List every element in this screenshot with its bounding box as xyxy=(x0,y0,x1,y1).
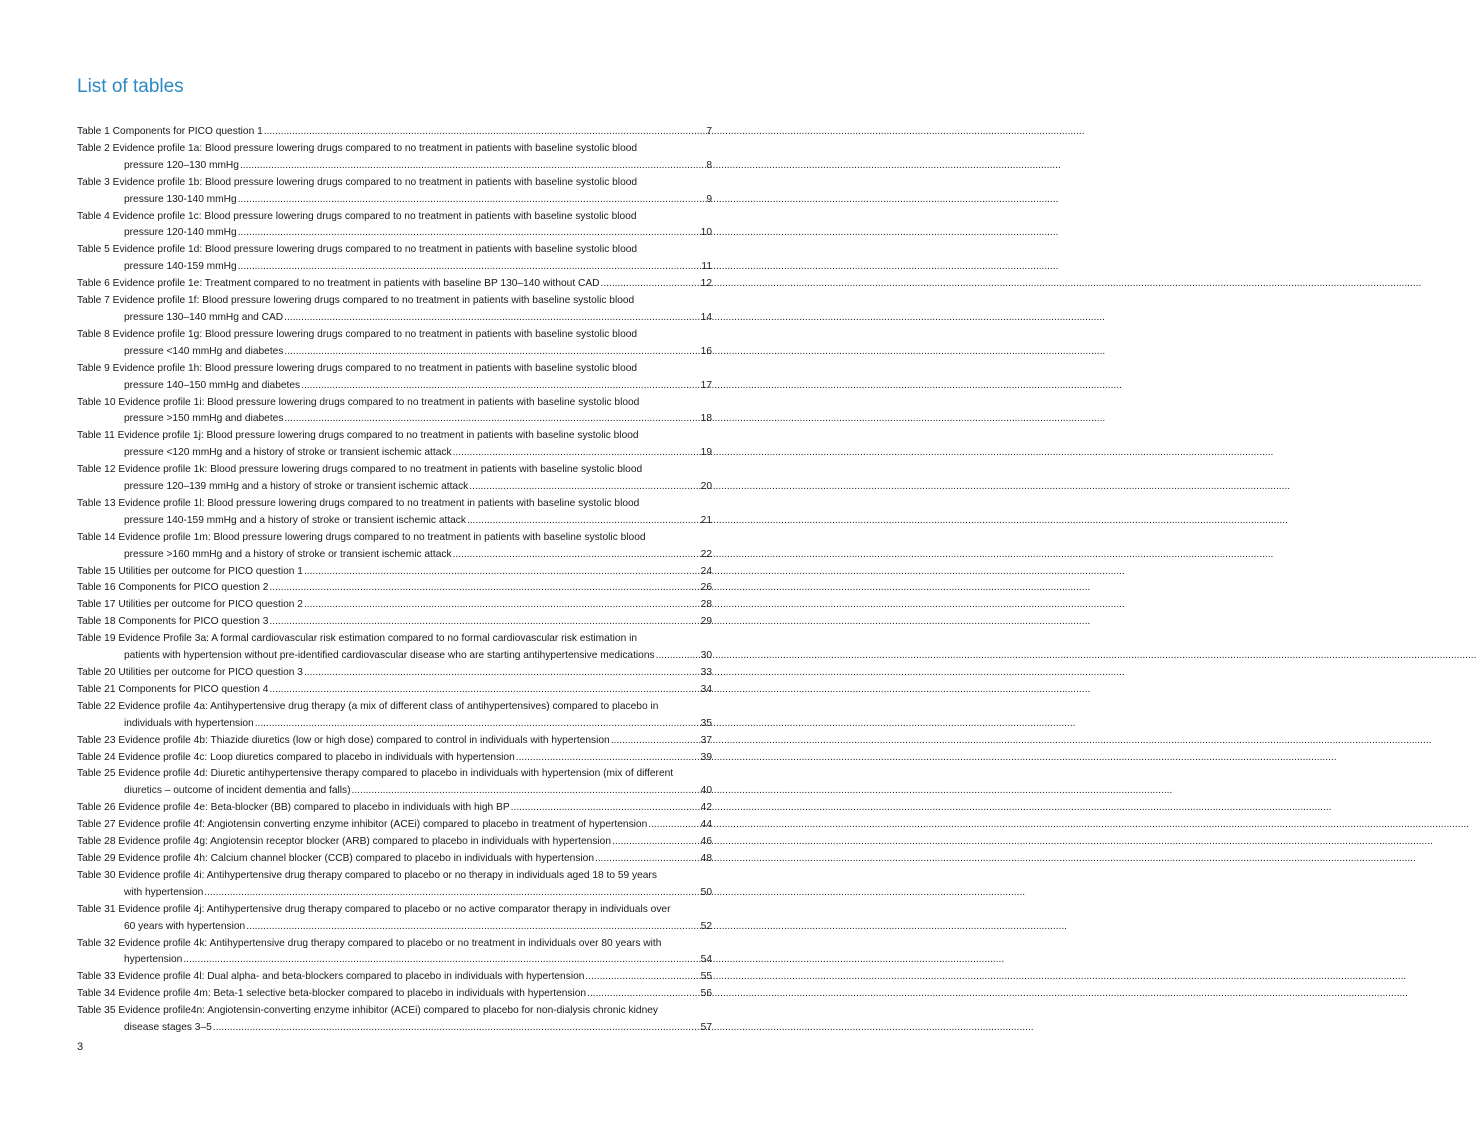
dot-leader xyxy=(269,682,699,699)
toc-entry-line xyxy=(77,750,712,767)
toc-entry[interactable] xyxy=(77,614,712,631)
toc-entry-line xyxy=(77,209,712,226)
toc-entry-line xyxy=(77,124,712,141)
toc-entry-text: Table 2 Evidence profile 1a: Blood pressure lowering drugs compared to no treatment in patients with baseline systolic blood xyxy=(77,142,638,154)
toc-entry-line xyxy=(77,733,712,750)
toc-page-number: 16 xyxy=(700,345,712,357)
toc-entry-text: Table 15 Utilities per outcome for PICO question 1 xyxy=(77,565,303,577)
dot-leader xyxy=(656,648,700,665)
toc-entry-text: Table 5 Evidence profile 1d: Blood pressure lowering drugs compared to no treatment in patients with baseline systolic blood xyxy=(77,244,638,256)
toc-entry-continuation xyxy=(77,310,712,327)
toc-entry-text: Table 9 Evidence profile 1h: Blood pressure lowering drugs compared to no treatment in patients with baseline systolic blood xyxy=(77,362,638,374)
toc-entry-line xyxy=(77,597,712,614)
toc-entry-text: Table 11 Evidence profile 1j: Blood pressure lowering drugs compared to no treatment in patients with baseline systolic blood xyxy=(77,430,639,442)
dot-leader xyxy=(585,969,699,986)
toc-entry-text: individuals with hypertension xyxy=(124,717,254,729)
toc-entry-text: Table 18 Components for PICO question 3 xyxy=(77,616,269,628)
toc-entry-line xyxy=(77,614,712,631)
toc-entry[interactable] xyxy=(77,699,712,733)
toc-entry-text: Table 1 Components for PICO question 1 xyxy=(77,126,263,137)
dot-leader xyxy=(240,158,705,175)
toc-page-number: 46 xyxy=(700,836,712,848)
toc-entry-line xyxy=(77,428,712,445)
toc-page-number: 14 xyxy=(700,311,712,323)
toc-entry[interactable] xyxy=(77,462,712,496)
toc-page-number: 22 xyxy=(700,548,712,560)
toc-page-number: 56 xyxy=(700,988,712,1000)
toc-page-number: 28 xyxy=(700,599,712,611)
dot-leader xyxy=(284,310,700,327)
toc-entry[interactable] xyxy=(77,175,712,209)
dot-leader xyxy=(183,952,699,969)
toc-entry-text: Table 6 Evidence profile 1e: Treatment compared to no treatment in patients with baseline BP 130–140 without CAD xyxy=(77,278,600,290)
toc-entry[interactable] xyxy=(77,564,712,581)
toc-page-number: 19 xyxy=(700,447,712,459)
toc-entry-text: Table 23 Evidence profile 4b: Thiazide diuretics (low or high dose) compared to control in individuals with hypertension xyxy=(77,734,610,746)
toc-entry-line xyxy=(77,986,712,1003)
dot-leader xyxy=(238,259,701,276)
toc-entry[interactable] xyxy=(77,530,712,564)
toc-entry[interactable] xyxy=(77,682,712,699)
toc-page-number: 10 xyxy=(700,227,712,239)
toc-entry-line xyxy=(77,327,712,344)
toc-entry-continuation xyxy=(77,547,712,564)
toc-entry[interactable] xyxy=(77,631,712,665)
toc-page-number: 57 xyxy=(700,1022,712,1034)
toc-entry-line xyxy=(77,936,712,953)
toc-entry-line xyxy=(77,530,712,547)
toc-page-number: 29 xyxy=(700,616,712,628)
toc-entry[interactable] xyxy=(77,327,712,361)
toc-entry[interactable] xyxy=(77,851,712,868)
toc-entry-line xyxy=(77,766,712,783)
toc-entry-continuation xyxy=(77,445,712,462)
toc-page-number: 11 xyxy=(701,261,712,273)
dot-leader xyxy=(453,445,700,462)
toc-entry-text: Table 19 Evidence Profile 3a: A formal cardiovascular risk estimation compared to no formal cardiovascular risk estimation in xyxy=(77,633,637,645)
dot-leader xyxy=(238,192,706,209)
toc-entry-text: Table 20 Utilities per outcome for PICO question 3 xyxy=(77,667,303,678)
toc-entry[interactable] xyxy=(77,817,712,834)
toc-page-number: 20 xyxy=(700,481,712,493)
toc-entry-line xyxy=(77,969,712,986)
toc-entry[interactable] xyxy=(77,496,712,530)
toc-entry-continuation xyxy=(77,783,712,800)
toc-entry-text: Table 7 Evidence profile 1f: Blood pressure lowering drugs compared to no treatment in patients with baseline systolic blood xyxy=(77,295,635,307)
dot-leader xyxy=(352,783,700,800)
toc-entry-continuation xyxy=(77,513,712,530)
dot-leader xyxy=(304,564,700,581)
toc-entry-text: Table 16 Components for PICO question 2 xyxy=(77,582,269,594)
toc-entry-text: Table 27 Evidence profile 4f: Angiotensin converting enzyme inhibitor (ACEi) compared to placebo in treatment of hypertension xyxy=(77,819,648,831)
toc-page-number: 9 xyxy=(706,193,712,205)
toc-page-number: 35 xyxy=(700,717,712,729)
toc-entry-text: Table 34 Evidence profile 4m: Beta-1 selective beta-blocker compared to placebo in individuals with hypertension xyxy=(77,988,587,1000)
toc-entry-text: Table 29 Evidence profile 4h: Calcium channel blocker (CCB) compared to placebo in individuals with hypertension xyxy=(77,852,595,864)
toc-page-number: 54 xyxy=(700,954,712,966)
toc-entry-text: pressure 140-159 mmHg and a history of stroke or transient ischemic attack xyxy=(124,514,466,526)
toc-page-number: 8 xyxy=(706,159,712,171)
toc-entry-text: Table 10 Evidence profile 1i: Blood pressure lowering drugs compared to no treatment in patients with baseline systolic blood xyxy=(77,396,640,408)
toc-entry-text: Table 26 Evidence profile 4e: Beta-blocker (BB) compared to placebo in individuals with high BP xyxy=(77,802,510,814)
list-of-tables xyxy=(77,124,712,1037)
toc-entry-text: patients with hypertension without pre-identified cardiovascular disease who are starting antihypertensive medications xyxy=(124,650,655,662)
toc-entry-text: diuretics – outcome of incident dementia and falls) xyxy=(124,785,351,797)
toc-entry-line xyxy=(77,395,712,412)
toc-entry-continuation xyxy=(77,225,712,242)
toc-entry-line xyxy=(77,817,712,834)
toc-entry-continuation xyxy=(77,259,712,276)
toc-entry-continuation xyxy=(77,885,712,902)
toc-entry-text: pressure 140-159 mmHg xyxy=(124,261,237,273)
toc-entry[interactable] xyxy=(77,986,712,1003)
toc-entry-continuation xyxy=(77,158,712,175)
toc-entry-line xyxy=(77,564,712,581)
toc-page-number: 21 xyxy=(700,514,712,526)
toc-entry-text: pressure 120-140 mmHg xyxy=(124,227,237,239)
dot-leader xyxy=(469,479,699,496)
toc-entry-text: Table 3 Evidence profile 1b: Blood pressure lowering drugs compared to no treatment in patients with baseline systolic blood xyxy=(77,176,638,188)
toc-entry-continuation xyxy=(77,192,712,209)
toc-entry-line xyxy=(77,868,712,885)
dot-leader xyxy=(511,800,700,817)
toc-entry[interactable] xyxy=(77,834,712,851)
toc-entry[interactable] xyxy=(77,665,712,682)
toc-entry-text: Table 32 Evidence profile 4k: Antihypertensive drug therapy compared to placebo or no treatment in individuals over 80 years with xyxy=(77,937,662,949)
dot-leader xyxy=(264,124,706,141)
toc-entry-line xyxy=(77,361,712,378)
toc-entry-line xyxy=(77,141,712,158)
toc-entry-line xyxy=(77,1003,712,1020)
toc-page-number: 50 xyxy=(700,886,712,898)
dot-leader xyxy=(467,513,700,530)
toc-entry[interactable] xyxy=(77,800,712,817)
toc-entry-text: Table 35 Evidence profile4n: Angiotensin-converting enzyme inhibitor (ACEi) compared to placebo for non-dialysis chronic kidney xyxy=(77,1005,658,1017)
toc-entry-line xyxy=(77,631,712,648)
toc-page-number: 34 xyxy=(700,683,712,695)
toc-page-number: 55 xyxy=(700,971,712,983)
toc-entry-line xyxy=(77,580,712,597)
toc-entry-text: pressure 140–150 mmHg and diabetes xyxy=(124,379,301,391)
toc-entry-continuation xyxy=(77,378,712,395)
toc-entry-line xyxy=(77,242,712,259)
toc-page-number: 7 xyxy=(706,126,712,137)
toc-entry-line xyxy=(77,462,712,479)
toc-entry-line xyxy=(77,293,712,310)
toc-entry-text: Table 14 Evidence profile 1m: Blood pressure lowering drugs compared to no treatment in patients with baseline systolic blood xyxy=(77,531,646,543)
toc-page-number: 48 xyxy=(700,852,712,864)
toc-page-number: 24 xyxy=(700,565,712,577)
toc-entry-text: 60 years with hypertension xyxy=(124,920,246,932)
dot-leader xyxy=(284,411,699,428)
toc-entry-text: Table 33 Evidence profile 4l: Dual alpha- and beta-blockers compared to placebo in individuals with hypertension xyxy=(77,971,585,983)
toc-entry[interactable] xyxy=(77,124,712,141)
toc-entry-line xyxy=(77,496,712,513)
toc-entry-continuation xyxy=(77,344,712,361)
toc-entry-text: Table 12 Evidence profile 1k: Blood pressure lowering drugs compared to no treatment in patients with baseline systolic blood xyxy=(77,464,643,476)
toc-entry-continuation xyxy=(77,479,712,496)
toc-entry[interactable] xyxy=(77,428,712,462)
toc-page-number: 39 xyxy=(700,751,712,763)
toc-entry[interactable] xyxy=(77,276,712,293)
toc-entry-line xyxy=(77,699,712,716)
dot-leader xyxy=(612,834,700,851)
toc-entry-text: Table 30 Evidence profile 4i: Antihypertensive drug therapy compared to placebo or no therapy in individuals aged 18 to 59 years xyxy=(77,869,657,881)
dot-leader xyxy=(269,580,699,597)
toc-entry-text: Table 4 Evidence profile 1c: Blood pressure lowering drugs compared to no treatment in patients with baseline systolic blood xyxy=(77,210,637,222)
toc-entry-text: pressure <120 mmHg and a history of stroke or transient ischemic attack xyxy=(124,447,452,459)
toc-entry[interactable] xyxy=(77,750,712,767)
toc-entry-text: Table 31 Evidence profile 4j: Antihypertensive drug therapy compared to placebo or no active comparator therapy in individuals over xyxy=(77,903,671,915)
dot-leader xyxy=(595,851,700,868)
toc-page-number: 44 xyxy=(700,819,712,831)
dot-leader xyxy=(269,614,699,631)
page-heading: List of tables xyxy=(77,76,184,97)
dot-leader xyxy=(516,750,700,767)
dot-leader xyxy=(246,919,699,936)
toc-entry-text: Table 21 Components for PICO question 4 xyxy=(77,683,269,695)
toc-entry[interactable] xyxy=(77,969,712,986)
toc-page-number: 12 xyxy=(700,278,712,290)
toc-entry[interactable] xyxy=(77,597,712,614)
toc-entry-line xyxy=(77,902,712,919)
toc-entry-continuation xyxy=(77,648,712,665)
toc-entry-line xyxy=(77,851,712,868)
dot-leader xyxy=(587,986,700,1003)
toc-page-number: 37 xyxy=(700,734,712,746)
toc-page-number: 40 xyxy=(700,785,712,797)
toc-entry-text: pressure >160 mmHg and a history of stroke or transient ischemic attack xyxy=(124,548,452,560)
dot-leader xyxy=(204,885,699,902)
toc-entry-line xyxy=(77,665,712,682)
toc-page-number: 52 xyxy=(700,920,712,932)
toc-entry-text: Table 24 Evidence profile 4c: Loop diuretics compared to placebo in individuals with hypertension xyxy=(77,751,515,763)
toc-entry[interactable] xyxy=(77,902,712,936)
toc-entry[interactable] xyxy=(77,868,712,902)
toc-entry-text: pressure <140 mmHg and diabetes xyxy=(124,345,284,357)
toc-entry-text: hypertension xyxy=(124,954,183,966)
toc-entry-line xyxy=(77,682,712,699)
dot-leader xyxy=(238,225,700,242)
toc-entry-continuation xyxy=(77,411,712,428)
dot-leader xyxy=(611,733,700,750)
toc-entry[interactable] xyxy=(77,766,712,800)
toc-entry[interactable] xyxy=(77,395,712,429)
toc-entry-text: Table 17 Utilities per outcome for PICO question 2 xyxy=(77,599,303,611)
toc-entry-text: Table 22 Evidence profile 4a: Antihypertensive drug therapy (a mix of different class of antihypertensives) compared to placebo in xyxy=(77,700,659,712)
toc-page-number: 30 xyxy=(700,650,712,662)
toc-entry-line xyxy=(77,800,712,817)
toc-entry-continuation xyxy=(77,952,712,969)
toc-entry[interactable] xyxy=(77,936,712,970)
toc-entry-continuation xyxy=(77,1020,712,1037)
toc-page-number: 18 xyxy=(700,413,712,425)
toc-entry[interactable] xyxy=(77,293,712,327)
toc-entry-line xyxy=(77,175,712,192)
toc-page-number: 33 xyxy=(700,667,712,678)
dot-leader xyxy=(301,378,700,395)
dot-leader xyxy=(284,344,699,361)
dot-leader xyxy=(601,276,700,293)
toc-entry-line xyxy=(77,834,712,851)
dot-leader xyxy=(648,817,699,834)
dot-leader xyxy=(304,597,700,614)
toc-entry-text: pressure 130–140 mmHg and CAD xyxy=(124,311,284,323)
toc-entry[interactable] xyxy=(77,1003,712,1037)
toc-entry-text: Table 28 Evidence profile 4g: Angiotensin receptor blocker (ARB) compared to placebo in individuals with hypertension xyxy=(77,836,612,848)
toc-entry[interactable] xyxy=(77,242,712,276)
page-number: 3 xyxy=(77,1041,84,1053)
dot-leader xyxy=(255,716,700,733)
toc-entry-text: pressure 130-140 mmHg xyxy=(124,193,237,205)
toc-entry[interactable] xyxy=(77,361,712,395)
toc-entry-text: Table 13 Evidence profile 1l: Blood pressure lowering drugs compared to no treatment in patients with baseline systolic blood xyxy=(77,497,640,509)
toc-entry-text: pressure >150 mmHg and diabetes xyxy=(124,413,284,425)
toc-entry[interactable] xyxy=(77,209,712,243)
toc-entry-line xyxy=(77,276,712,293)
toc-entry[interactable] xyxy=(77,733,712,750)
toc-entry-text: with hypertension xyxy=(124,886,204,898)
toc-page-number: 42 xyxy=(700,802,712,814)
toc-entry[interactable] xyxy=(77,141,712,175)
toc-entry-continuation xyxy=(77,919,712,936)
dot-leader xyxy=(304,665,700,682)
toc-page-number: 26 xyxy=(700,582,712,594)
dot-leader xyxy=(213,1020,700,1037)
toc-page-number: 17 xyxy=(700,379,712,391)
toc-entry-text: pressure 120–139 mmHg and a history of stroke or transient ischemic attack xyxy=(124,481,469,493)
toc-entry-continuation xyxy=(77,716,712,733)
dot-leader xyxy=(453,547,700,564)
toc-entry-text: disease stages 3–5 xyxy=(124,1022,212,1034)
toc-entry-text: pressure 120–130 mmHg xyxy=(124,159,239,171)
toc-entry-text: Table 25 Evidence profile 4d: Diuretic antihypertensive therapy compared to placebo in individuals with hypertension (mix of different xyxy=(77,768,674,780)
toc-entry[interactable] xyxy=(77,580,712,597)
toc-entry-text: Table 8 Evidence profile 1g: Blood pressure lowering drugs compared to no treatment in patients with baseline systolic blood xyxy=(77,328,638,340)
